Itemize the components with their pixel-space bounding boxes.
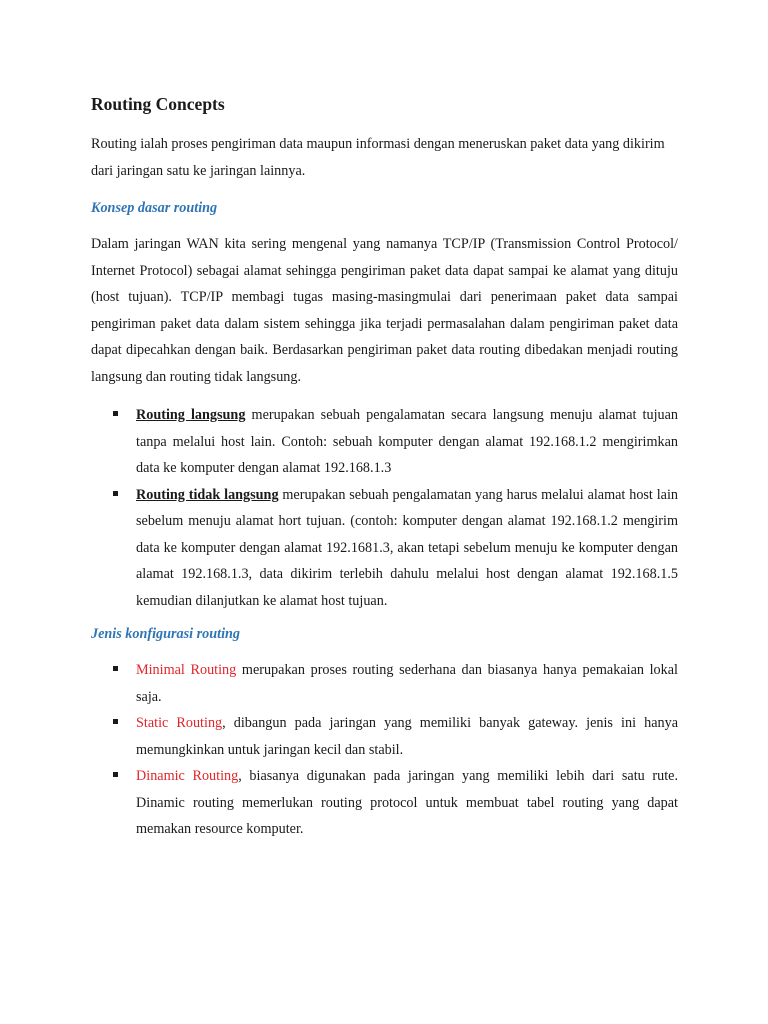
term-dinamic-routing: Dinamic Routing: [136, 768, 239, 784]
square-bullet-icon: [113, 772, 118, 777]
routing-types-list: [91, 402, 678, 614]
intro-paragraph: Routing ialah proses pengiriman data maupun informasi dengan meneruskan paket data yang dikirim dari jaringan satu ke jaringan lainnya.: [91, 136, 665, 179]
list-item: [91, 710, 678, 763]
list-item-text: merupakan sebuah pengalamatan yang harus melalui alamat host lain sebelum menuju alamat hort tujuan. (contoh: komputer dengan alamat 192.168.1.2 mengirim data ke komputer dengan alamat 192.1681.3, akan tetapi sebelum menuju ke komputer dengan alamat 192.168.1.3, data dikirim terlebih dahulu melalui host dengan alamat 192.168.1.5 kemudian dilanjutkan ke alamat host tujuan.: [136, 486, 678, 609]
list-item: [91, 482, 678, 615]
square-bullet-icon: [113, 719, 118, 724]
list-item-text: , dibangun pada jaringan yang memiliki banyak gateway. jenis ini hanya memungkinkan untuk jaringan kecil dan stabil.: [136, 715, 678, 758]
square-bullet-icon: [113, 411, 118, 416]
term-static-routing: Static Routing: [136, 715, 223, 731]
list-item: [91, 402, 678, 482]
configuration-types-list: [91, 657, 678, 843]
list-item-text: merupakan sebuah pengalamatan secara langsung menuju alamat tujuan tanpa melalui host lain. Contoh: sebuah komputer dengan alamat 192.168.1.2 mengirimkan data ke komputer dengan alamat 192.168.1.3: [136, 407, 679, 476]
page-title: Routing Concepts: [91, 94, 225, 114]
section-heading-konsep-dasar: Konsep dasar routing: [91, 200, 218, 216]
square-bullet-icon: [113, 491, 118, 496]
term-routing-tidak-langsung: Routing tidak langsung: [136, 486, 279, 503]
list-item-text: , biasanya digunakan pada jaringan yang memiliki lebih dari satu rute. Dinamic routing memerlukan routing protocol untuk membuat tabel routing yang dapat memakan resource komputer.: [136, 768, 678, 837]
list-item: [91, 657, 678, 710]
section-heading-jenis-konfigurasi: Jenis konfigurasi routing: [91, 626, 241, 642]
term-minimal-routing: Minimal Routing: [136, 662, 237, 678]
list-item: [91, 763, 678, 843]
term-routing-langsung: Routing langsung: [136, 407, 246, 423]
section1-body-paragraph: Dalam jaringan WAN kita sering mengenal yang namanya TCP/IP (Transmission Control Protocol/ Internet Protocol) sebagai alamat sehingga pengiriman paket data dapat sampai ke alamat yang dituju (host tujuan). TCP/IP membagi tugas masing-masingmulai dari penerimaan paket data sampai pengiriman paket data dalam sistem sehingga jika terjadi permasalahan dalam pengiriman paket data dapat dipecahkan dengan baik. Berdasarkan pengiriman paket data routing dibedakan menjadi routing langsung dan routing tidak langsung.: [91, 236, 678, 385]
square-bullet-icon: [113, 666, 118, 671]
list-item-text: merupakan proses routing sederhana dan biasanya hanya pemakaian lokal saja.: [136, 662, 678, 705]
